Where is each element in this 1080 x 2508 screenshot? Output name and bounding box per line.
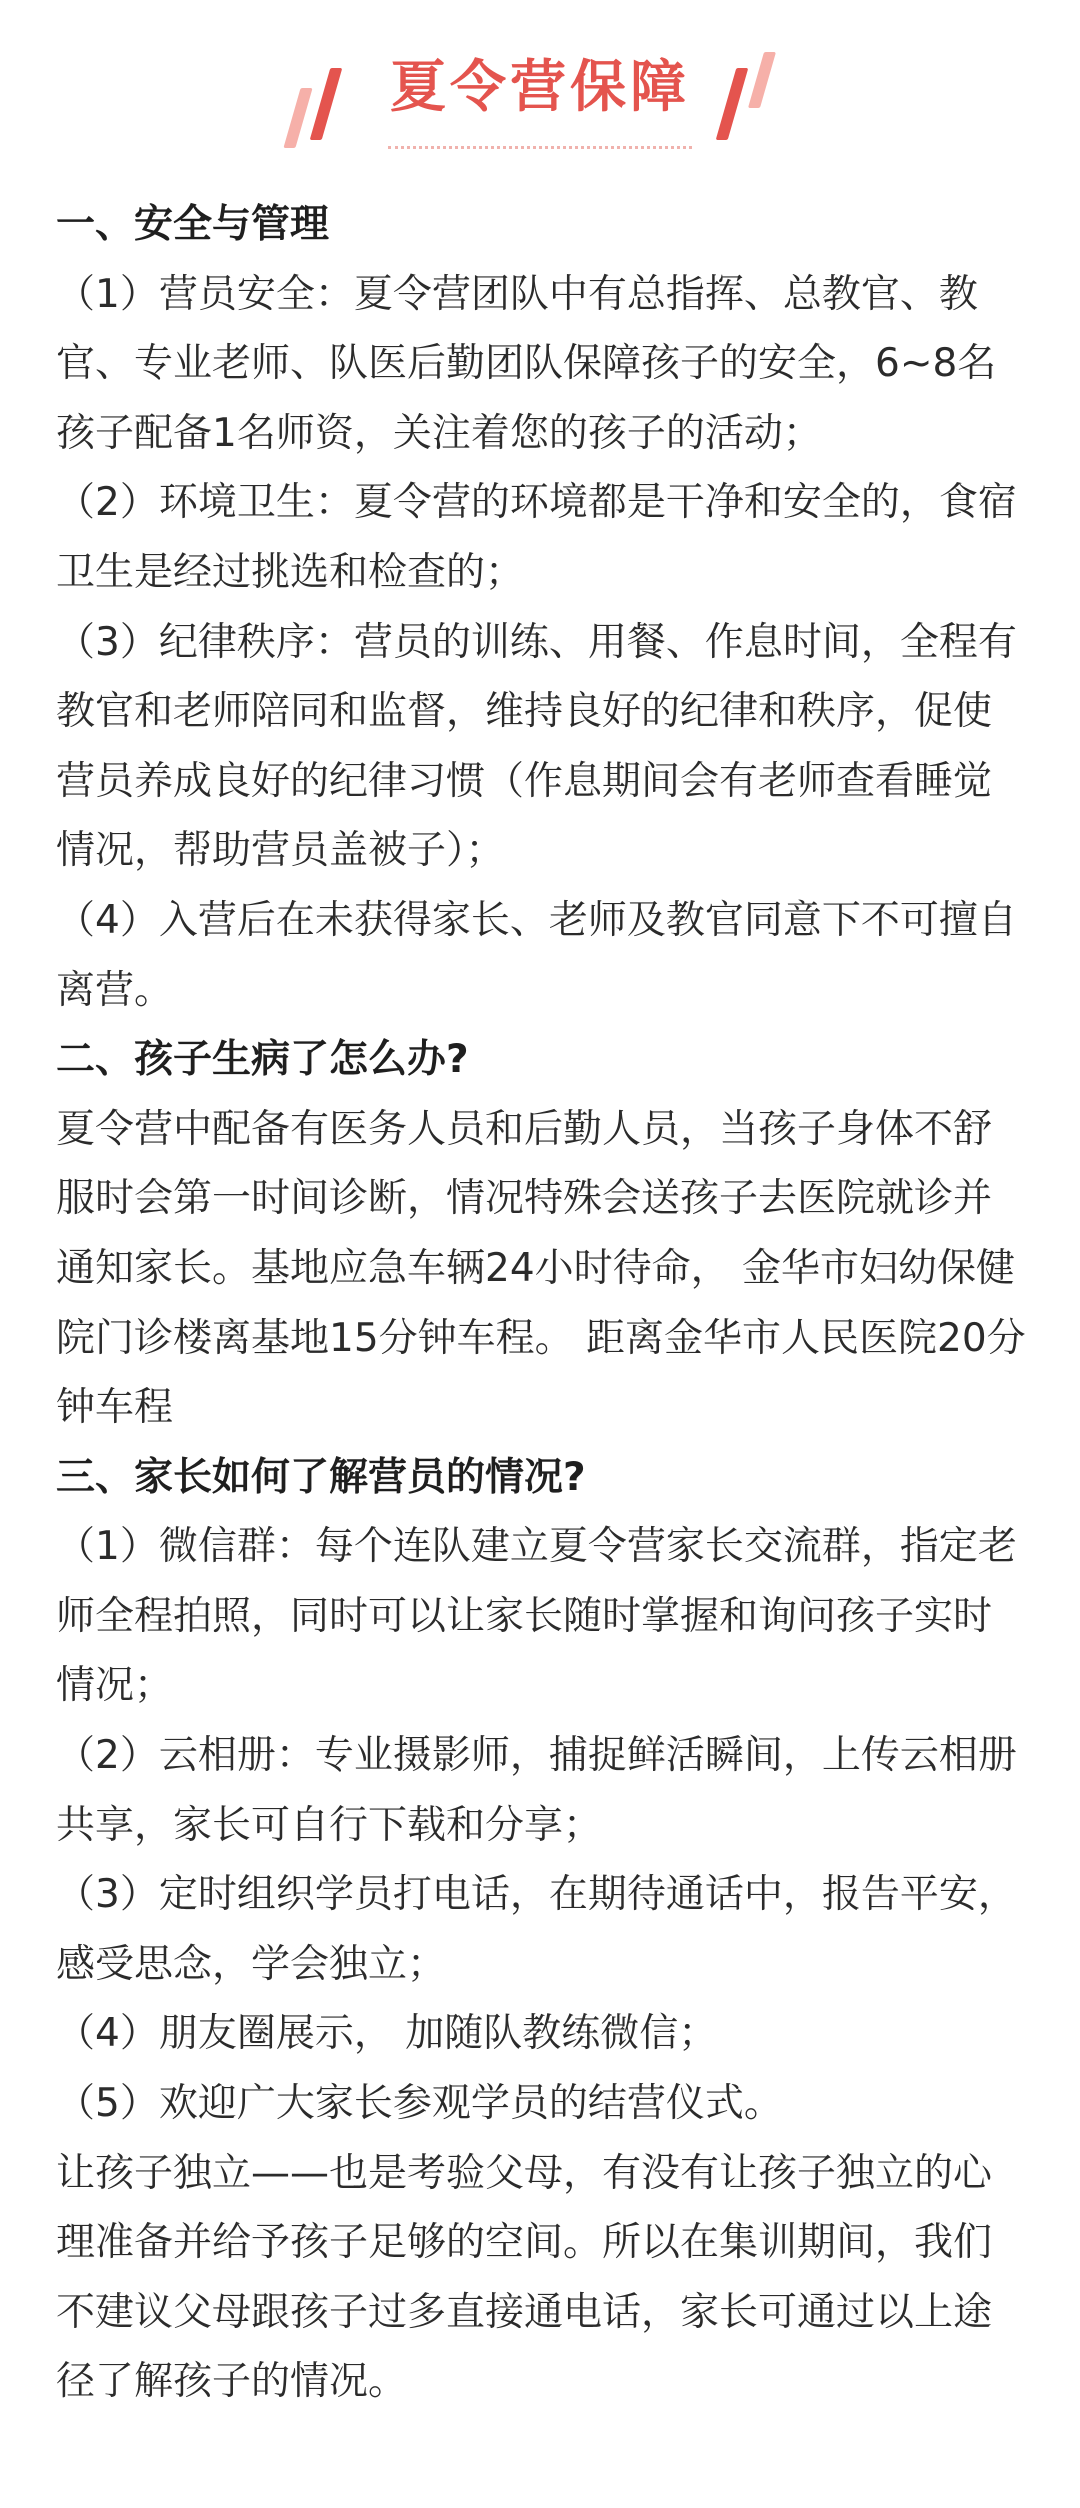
safety-paragraph-3: （3）纪律秩序：营员的训练、用餐、作息时间，全程有教官和老师陪同和监督，维持良好的纪律和秩序，促使营员养成良好的纪律习惯（作息期间会有老师查看睡觉情况，帮助营员盖被子）；	[56, 619, 1017, 874]
parents-paragraph-2: （2）云相册：专业摄影师，捕捉鲜活瞬间，上传云相册共享，家长可自行下载和分享；	[56, 1733, 1017, 1848]
parents-paragraph-3: （3）定时组织学员打电话，在期待通话中，报告平安，感受思念，学会独立；	[56, 1872, 1017, 1987]
page-title: 夏令营保障	[390, 55, 690, 120]
parents-paragraph-4: （4）朋友圈展示， 加随队教练微信；	[56, 2011, 718, 2057]
closing-paragraph: 让孩子独立——也是考验父母，有没有让孩子独立的心理准备并给予孩子足够的空间。所以在集训期间，我们不建议父母跟孩子过多直接通电话，家长可通过以上途径了解孩子的情况。	[56, 2150, 993, 2405]
title-dotted-underline	[388, 146, 692, 149]
illness-paragraph: 夏令营中配备有医务人员和后勤人员，当孩子身体不舒服时会第一时间诊断，情况特殊会送孩子去医院就诊并通知家长。基地应急车辆24小时待命， 金华市妇幼保健院门诊楼离基地15分钟车程。 距离金华市人民医院20分钟车程	[56, 1106, 1026, 1431]
safety-paragraph-2: （2）环境卫生：夏令营的环境都是干净和安全的，食宿卫生是经过挑选和检查的；	[56, 480, 1017, 595]
article-body	[56, 190, 1026, 2417]
section-heading-parents: 三、家长如何了解营员的情况?	[56, 1454, 586, 1500]
parents-paragraph-5: （5）欢迎广大家长参观学员的结营仪式。	[56, 2081, 783, 2127]
safety-paragraph-4: （4）入营后在未获得家长、老师及教官同意下不可擅自离营。	[56, 897, 1017, 1013]
section-heading-safety: 一、安全与管理	[56, 202, 330, 247]
page-header	[0, 0, 1080, 180]
parents-paragraph-1: （1）微信群：每个连队建立夏令营家长交流群，指定老师全程拍照，同时可以让家长随时掌握和询问孩子实时情况；	[56, 1524, 1017, 1709]
section-heading-illness: 二、孩子生病了怎么办?	[56, 1037, 469, 1083]
safety-paragraph-1: （1）营员安全：夏令营团队中有总指挥、总教官、教官、专业老师、队医后勤团队保障孩子的安全，6~8名孩子配备1名师资，关注着您的孩子的活动；	[56, 271, 997, 456]
